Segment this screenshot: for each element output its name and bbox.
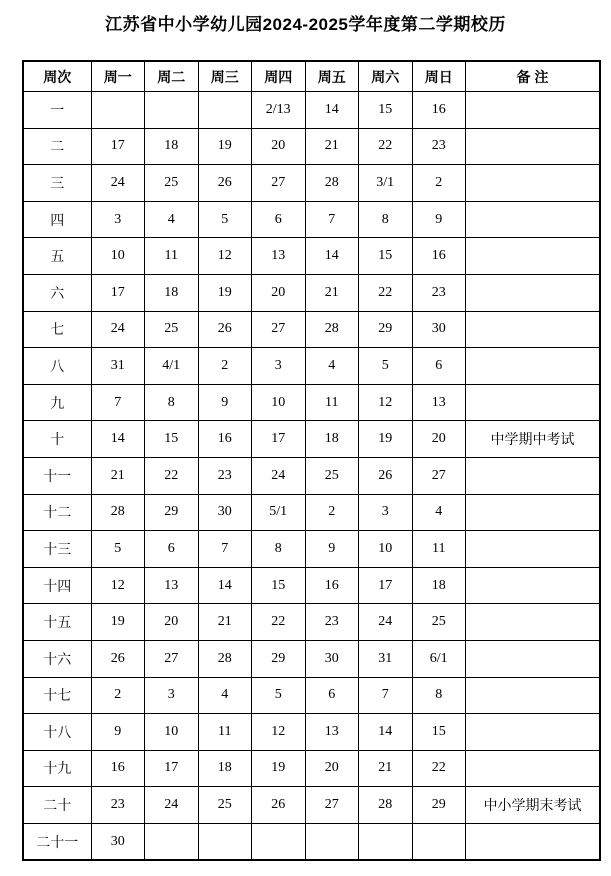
date-cell xyxy=(198,92,252,129)
date-cell: 18 xyxy=(412,567,466,604)
date-cell xyxy=(145,92,199,129)
table-header-row xyxy=(23,61,600,92)
date-cell xyxy=(359,823,413,860)
date-cell: 23 xyxy=(412,128,466,165)
date-cell: 29 xyxy=(252,640,306,677)
date-cell: 21 xyxy=(359,750,413,787)
column-header-thursday: 周四 xyxy=(252,61,306,92)
table-row xyxy=(23,311,600,348)
date-cell xyxy=(91,92,145,129)
remark-cell xyxy=(466,128,601,165)
date-cell: 3 xyxy=(359,494,413,531)
remark-cell xyxy=(466,714,601,751)
date-cell: 7 xyxy=(198,531,252,568)
date-cell: 18 xyxy=(305,421,359,458)
date-cell: 9 xyxy=(198,384,252,421)
date-cell: 8 xyxy=(145,384,199,421)
date-cell: 13 xyxy=(305,714,359,751)
column-header-monday: 周一 xyxy=(91,61,145,92)
remark-cell xyxy=(466,677,601,714)
date-cell: 21 xyxy=(91,457,145,494)
date-cell: 19 xyxy=(91,604,145,641)
date-cell xyxy=(412,823,466,860)
remark-cell xyxy=(466,201,601,238)
date-cell: 8 xyxy=(359,201,413,238)
date-cell: 7 xyxy=(91,384,145,421)
date-cell: 6 xyxy=(305,677,359,714)
date-cell: 3 xyxy=(91,201,145,238)
week-number-cell: 二十一 xyxy=(23,823,91,860)
date-cell: 30 xyxy=(305,640,359,677)
date-cell: 20 xyxy=(145,604,199,641)
date-cell: 28 xyxy=(305,311,359,348)
date-cell: 17 xyxy=(91,274,145,311)
date-cell: 10 xyxy=(145,714,199,751)
date-cell: 28 xyxy=(91,494,145,531)
date-cell: 17 xyxy=(252,421,306,458)
date-cell: 6 xyxy=(145,531,199,568)
remark-cell: 中小学期末考试 xyxy=(466,787,601,824)
date-cell: 2 xyxy=(91,677,145,714)
remark-cell: 中学期中考试 xyxy=(466,421,601,458)
remark-cell xyxy=(466,494,601,531)
date-cell: 20 xyxy=(252,274,306,311)
week-number-cell: 十七 xyxy=(23,677,91,714)
remark-cell xyxy=(466,348,601,385)
table-row xyxy=(23,714,600,751)
date-cell: 2 xyxy=(412,165,466,202)
table-row xyxy=(23,787,600,824)
date-cell: 13 xyxy=(412,384,466,421)
table-row xyxy=(23,494,600,531)
date-cell: 15 xyxy=(359,238,413,275)
week-number-cell: 六 xyxy=(23,274,91,311)
date-cell: 10 xyxy=(91,238,145,275)
date-cell: 22 xyxy=(412,750,466,787)
date-cell: 26 xyxy=(252,787,306,824)
table-body xyxy=(23,92,600,861)
date-cell: 14 xyxy=(359,714,413,751)
date-cell: 9 xyxy=(412,201,466,238)
date-cell: 7 xyxy=(305,201,359,238)
date-cell: 15 xyxy=(252,567,306,604)
table-row xyxy=(23,421,600,458)
date-cell: 13 xyxy=(145,567,199,604)
date-cell: 4 xyxy=(145,201,199,238)
date-cell: 15 xyxy=(412,714,466,751)
date-cell: 16 xyxy=(305,567,359,604)
date-cell: 24 xyxy=(91,311,145,348)
week-number-cell: 七 xyxy=(23,311,91,348)
week-number-cell: 十八 xyxy=(23,714,91,751)
date-cell: 25 xyxy=(198,787,252,824)
date-cell: 19 xyxy=(359,421,413,458)
date-cell: 25 xyxy=(305,457,359,494)
date-cell: 12 xyxy=(252,714,306,751)
date-cell: 29 xyxy=(145,494,199,531)
date-cell: 17 xyxy=(359,567,413,604)
date-cell: 3 xyxy=(145,677,199,714)
date-cell: 3/1 xyxy=(359,165,413,202)
remark-cell xyxy=(466,604,601,641)
date-cell: 12 xyxy=(91,567,145,604)
date-cell: 20 xyxy=(305,750,359,787)
date-cell: 22 xyxy=(359,274,413,311)
date-cell: 14 xyxy=(198,567,252,604)
table-row xyxy=(23,823,600,860)
remark-cell xyxy=(466,457,601,494)
date-cell: 30 xyxy=(198,494,252,531)
date-cell: 11 xyxy=(145,238,199,275)
date-cell: 31 xyxy=(91,348,145,385)
date-cell: 6 xyxy=(252,201,306,238)
date-cell: 22 xyxy=(145,457,199,494)
remark-cell xyxy=(466,165,601,202)
date-cell: 4/1 xyxy=(145,348,199,385)
date-cell: 24 xyxy=(359,604,413,641)
date-cell: 5 xyxy=(91,531,145,568)
column-header-tuesday: 周二 xyxy=(145,61,199,92)
date-cell: 2 xyxy=(198,348,252,385)
table-row xyxy=(23,201,600,238)
remark-cell xyxy=(466,274,601,311)
table-row xyxy=(23,165,600,202)
date-cell: 16 xyxy=(412,92,466,129)
week-number-cell: 三 xyxy=(23,165,91,202)
date-cell: 22 xyxy=(252,604,306,641)
date-cell: 17 xyxy=(91,128,145,165)
column-header-remarks: 备 注 xyxy=(466,61,601,92)
date-cell: 18 xyxy=(145,128,199,165)
date-cell: 28 xyxy=(198,640,252,677)
week-number-cell: 十一 xyxy=(23,457,91,494)
date-cell: 25 xyxy=(412,604,466,641)
date-cell: 16 xyxy=(198,421,252,458)
date-cell: 19 xyxy=(198,128,252,165)
table-row xyxy=(23,238,600,275)
page-title: 江苏省中小学幼儿园2024-2025学年度第二学期校历 xyxy=(105,15,506,34)
remark-cell xyxy=(466,311,601,348)
date-cell xyxy=(305,823,359,860)
date-cell: 20 xyxy=(252,128,306,165)
week-number-cell: 二 xyxy=(23,128,91,165)
week-number-cell: 十 xyxy=(23,421,91,458)
week-number-cell: 十三 xyxy=(23,531,91,568)
table-row xyxy=(23,92,600,129)
column-header-sunday: 周日 xyxy=(412,61,466,92)
date-cell: 23 xyxy=(412,274,466,311)
date-cell: 6/1 xyxy=(412,640,466,677)
date-cell: 10 xyxy=(359,531,413,568)
date-cell: 13 xyxy=(252,238,306,275)
date-cell: 25 xyxy=(145,311,199,348)
date-cell: 26 xyxy=(198,165,252,202)
date-cell: 14 xyxy=(305,92,359,129)
date-cell: 21 xyxy=(198,604,252,641)
remark-cell xyxy=(466,92,601,129)
table-row xyxy=(23,384,600,421)
table-row xyxy=(23,128,600,165)
date-cell: 27 xyxy=(252,165,306,202)
remark-cell xyxy=(466,750,601,787)
table-row xyxy=(23,348,600,385)
date-cell: 18 xyxy=(198,750,252,787)
date-cell: 30 xyxy=(412,311,466,348)
week-number-cell: 二十 xyxy=(23,787,91,824)
week-number-cell: 十四 xyxy=(23,567,91,604)
week-number-cell: 四 xyxy=(23,201,91,238)
date-cell: 11 xyxy=(305,384,359,421)
date-cell: 18 xyxy=(145,274,199,311)
remark-cell xyxy=(466,640,601,677)
date-cell: 6 xyxy=(412,348,466,385)
date-cell xyxy=(252,823,306,860)
table-row xyxy=(23,531,600,568)
column-header-saturday: 周六 xyxy=(359,61,413,92)
date-cell: 27 xyxy=(412,457,466,494)
remark-cell xyxy=(466,567,601,604)
remark-cell xyxy=(466,238,601,275)
week-number-cell: 十六 xyxy=(23,640,91,677)
date-cell: 27 xyxy=(252,311,306,348)
date-cell: 2 xyxy=(305,494,359,531)
table-row xyxy=(23,274,600,311)
date-cell: 27 xyxy=(145,640,199,677)
date-cell: 21 xyxy=(305,128,359,165)
date-cell xyxy=(145,823,199,860)
week-number-cell: 八 xyxy=(23,348,91,385)
date-cell: 23 xyxy=(305,604,359,641)
date-cell: 15 xyxy=(145,421,199,458)
date-cell: 16 xyxy=(412,238,466,275)
table-row xyxy=(23,567,600,604)
date-cell: 30 xyxy=(91,823,145,860)
date-cell: 4 xyxy=(198,677,252,714)
date-cell: 27 xyxy=(305,787,359,824)
date-cell: 24 xyxy=(252,457,306,494)
date-cell: 28 xyxy=(305,165,359,202)
date-cell: 23 xyxy=(91,787,145,824)
calendar-table xyxy=(22,60,601,861)
date-cell: 29 xyxy=(412,787,466,824)
date-cell: 26 xyxy=(91,640,145,677)
date-cell: 5/1 xyxy=(252,494,306,531)
date-cell: 20 xyxy=(412,421,466,458)
date-cell: 4 xyxy=(305,348,359,385)
table-row xyxy=(23,604,600,641)
week-number-cell: 十九 xyxy=(23,750,91,787)
week-number-cell: 九 xyxy=(23,384,91,421)
date-cell: 31 xyxy=(359,640,413,677)
week-number-cell: 五 xyxy=(23,238,91,275)
date-cell: 17 xyxy=(145,750,199,787)
date-cell: 3 xyxy=(252,348,306,385)
date-cell xyxy=(198,823,252,860)
date-cell: 8 xyxy=(412,677,466,714)
date-cell: 19 xyxy=(252,750,306,787)
date-cell: 19 xyxy=(198,274,252,311)
remark-cell xyxy=(466,531,601,568)
date-cell: 26 xyxy=(198,311,252,348)
date-cell: 11 xyxy=(412,531,466,568)
date-cell: 23 xyxy=(198,457,252,494)
date-cell: 26 xyxy=(359,457,413,494)
date-cell: 9 xyxy=(91,714,145,751)
date-cell: 29 xyxy=(359,311,413,348)
date-cell: 5 xyxy=(198,201,252,238)
table-row xyxy=(23,750,600,787)
remark-cell xyxy=(466,823,601,860)
date-cell: 7 xyxy=(359,677,413,714)
column-header-week: 周次 xyxy=(23,61,91,92)
week-number-cell: 一 xyxy=(23,92,91,129)
column-header-wednesday: 周三 xyxy=(198,61,252,92)
date-cell: 9 xyxy=(305,531,359,568)
date-cell: 5 xyxy=(252,677,306,714)
table-row xyxy=(23,640,600,677)
date-cell: 10 xyxy=(252,384,306,421)
week-number-cell: 十五 xyxy=(23,604,91,641)
date-cell: 15 xyxy=(359,92,413,129)
column-header-friday: 周五 xyxy=(305,61,359,92)
table-row xyxy=(23,677,600,714)
date-cell: 21 xyxy=(305,274,359,311)
date-cell: 24 xyxy=(91,165,145,202)
date-cell: 14 xyxy=(91,421,145,458)
date-cell: 8 xyxy=(252,531,306,568)
date-cell: 12 xyxy=(359,384,413,421)
date-cell: 14 xyxy=(305,238,359,275)
date-cell: 5 xyxy=(359,348,413,385)
date-cell: 16 xyxy=(91,750,145,787)
date-cell: 4 xyxy=(412,494,466,531)
date-cell: 11 xyxy=(198,714,252,751)
week-number-cell: 十二 xyxy=(23,494,91,531)
table-row xyxy=(23,457,600,494)
date-cell: 2/13 xyxy=(252,92,306,129)
remark-cell xyxy=(466,384,601,421)
date-cell: 12 xyxy=(198,238,252,275)
date-cell: 25 xyxy=(145,165,199,202)
date-cell: 22 xyxy=(359,128,413,165)
date-cell: 24 xyxy=(145,787,199,824)
date-cell: 28 xyxy=(359,787,413,824)
